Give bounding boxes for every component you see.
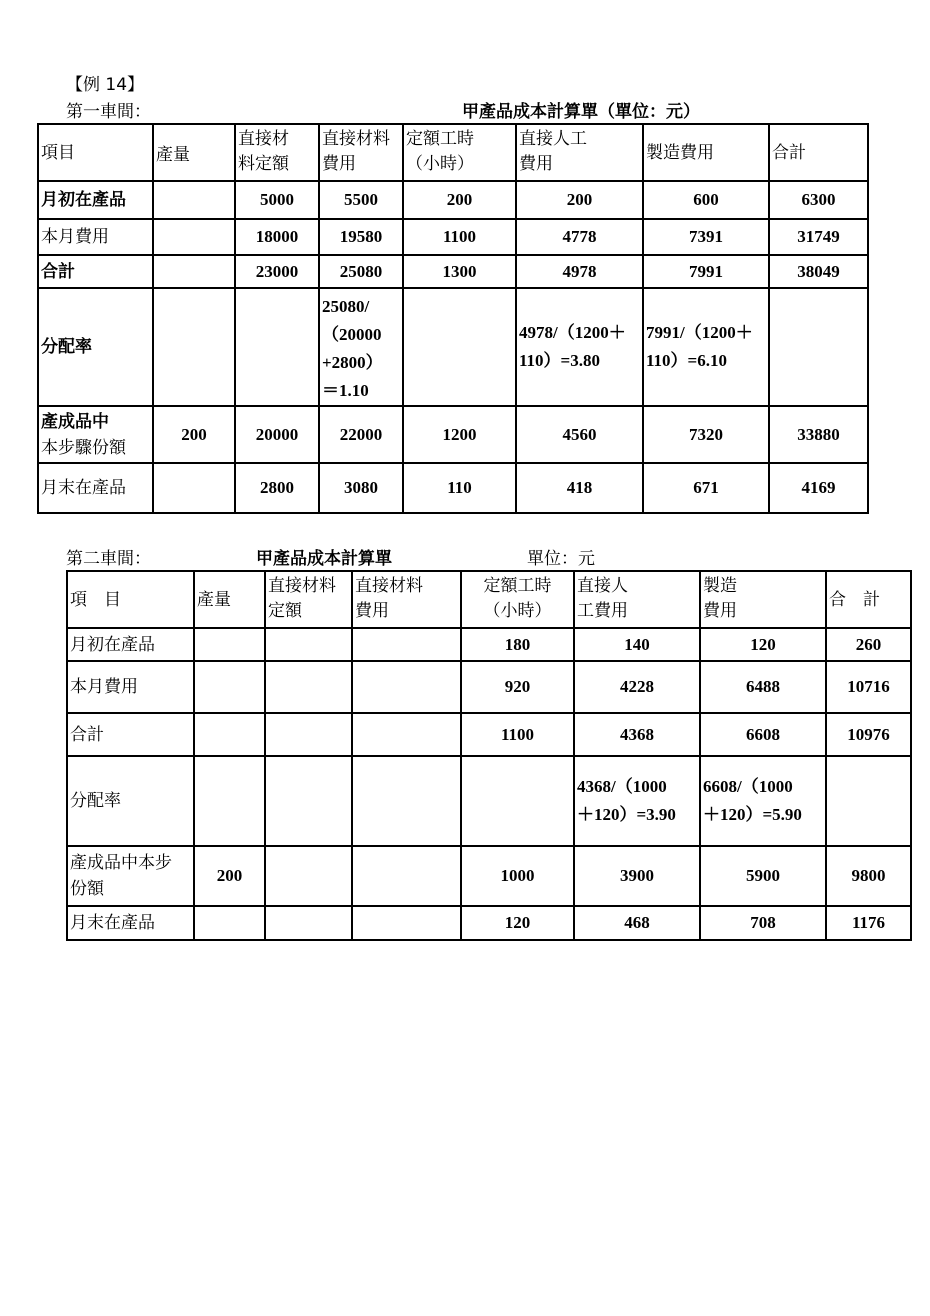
cell-material-quota bbox=[265, 756, 352, 846]
cell-qty bbox=[153, 255, 235, 288]
cell-qty bbox=[153, 219, 235, 255]
cell-total: 4169 bbox=[769, 463, 868, 513]
table-row bbox=[38, 219, 868, 255]
cell-direct-labor: 140 bbox=[574, 628, 700, 661]
cell-total: 33880 bbox=[769, 406, 868, 463]
row-label-month: 本月費用 bbox=[67, 661, 194, 713]
cell-material-quota bbox=[265, 846, 352, 906]
table2-header-row bbox=[67, 571, 911, 628]
cell-material-quota bbox=[265, 661, 352, 713]
table1-header-row bbox=[38, 124, 868, 181]
table1-title: 甲產品成本計算單（單位：元） bbox=[462, 102, 700, 122]
cell-total: 31749 bbox=[769, 219, 868, 255]
cell-direct-labor: 4978 bbox=[516, 255, 643, 288]
header-total: 合 計 bbox=[826, 571, 911, 628]
cell-overhead: 671 bbox=[643, 463, 769, 513]
cell-material-quota: 18000 bbox=[235, 219, 319, 255]
cell-total: 38049 bbox=[769, 255, 868, 288]
header-qty: 產量 bbox=[194, 571, 265, 628]
header-overhead: 製造費用 bbox=[643, 124, 769, 181]
cell-material-cost: 3080 bbox=[319, 463, 403, 513]
cell-qty: 200 bbox=[194, 846, 265, 906]
cell-quota-hours: 1200 bbox=[403, 406, 516, 463]
cell-qty bbox=[194, 713, 265, 756]
cell-material-cost bbox=[352, 906, 461, 940]
row-label-sum: 合計 bbox=[67, 713, 194, 756]
cell-material-cost: 22000 bbox=[319, 406, 403, 463]
row-label-sum: 合計 bbox=[38, 255, 153, 288]
cost-table-workshop-2 bbox=[66, 570, 912, 941]
cell-direct-labor: 4560 bbox=[516, 406, 643, 463]
cell-quota-hours: 110 bbox=[403, 463, 516, 513]
cost-table-workshop-1 bbox=[37, 123, 869, 514]
cell-material-cost bbox=[352, 628, 461, 661]
cell-labor-rate: 4368/（1000 ＋120）=3.90 bbox=[574, 756, 700, 846]
cell-quota-hours: 180 bbox=[461, 628, 574, 661]
cell-qty bbox=[153, 288, 235, 406]
cell-total: 10716 bbox=[826, 661, 911, 713]
workshop2-label: 第二車間： bbox=[66, 549, 151, 569]
cell-quota-hours bbox=[461, 756, 574, 846]
cell-quota-hours: 920 bbox=[461, 661, 574, 713]
cell-qty bbox=[153, 181, 235, 219]
cell-material-quota bbox=[265, 906, 352, 940]
cell-overhead: 7391 bbox=[643, 219, 769, 255]
header-material-quota: 直接材 料定額 bbox=[235, 124, 319, 181]
cell-labor-rate: 4978/（1200＋ 110）=3.80 bbox=[516, 288, 643, 406]
cell-overhead-rate: 6608/（1000 ＋120）=5.90 bbox=[700, 756, 826, 846]
table-row bbox=[67, 756, 911, 846]
table-row bbox=[38, 463, 868, 513]
cell-material-quota bbox=[265, 628, 352, 661]
table-row bbox=[67, 628, 911, 661]
cell-material-cost: 25080 bbox=[319, 255, 403, 288]
cell-quota-hours: 120 bbox=[461, 906, 574, 940]
row-label-finished: 產成品中本步 份額 bbox=[67, 846, 194, 906]
header-total: 合計 bbox=[769, 124, 868, 181]
cell-total bbox=[826, 756, 911, 846]
cell-material-quota: 23000 bbox=[235, 255, 319, 288]
cell-overhead: 7991 bbox=[643, 255, 769, 288]
cell-quota-hours: 1000 bbox=[461, 846, 574, 906]
cell-direct-labor: 4368 bbox=[574, 713, 700, 756]
cell-qty bbox=[153, 463, 235, 513]
cell-material-quota bbox=[265, 713, 352, 756]
header-material-quota: 直接材料 定額 bbox=[265, 571, 352, 628]
cell-total: 1176 bbox=[826, 906, 911, 940]
header-direct-labor: 直接人工 費用 bbox=[516, 124, 643, 181]
row-label-begin: 月初在產品 bbox=[67, 628, 194, 661]
cell-qty: 200 bbox=[153, 406, 235, 463]
header-item: 項目 bbox=[38, 124, 153, 181]
cell-material-cost bbox=[352, 756, 461, 846]
header-item: 項 目 bbox=[67, 571, 194, 628]
cell-quota-hours: 1100 bbox=[461, 713, 574, 756]
header-direct-labor: 直接人 工費用 bbox=[574, 571, 700, 628]
cell-material-quota: 2800 bbox=[235, 463, 319, 513]
header-material-cost: 直接材料 費用 bbox=[352, 571, 461, 628]
cell-quota-hours: 1300 bbox=[403, 255, 516, 288]
cell-overhead: 6488 bbox=[700, 661, 826, 713]
cell-material-cost bbox=[352, 661, 461, 713]
cell-overhead: 6608 bbox=[700, 713, 826, 756]
cell-quota-hours: 1100 bbox=[403, 219, 516, 255]
row-label-end: 月末在產品 bbox=[38, 463, 153, 513]
header-qty: 產量 bbox=[153, 124, 235, 181]
cell-total: 9800 bbox=[826, 846, 911, 906]
cell-material-cost bbox=[352, 846, 461, 906]
cell-overhead: 120 bbox=[700, 628, 826, 661]
table-row bbox=[38, 406, 868, 463]
cell-total: 6300 bbox=[769, 181, 868, 219]
table-row bbox=[67, 906, 911, 940]
row-label-rate: 分配率 bbox=[38, 288, 153, 406]
cell-material-quota: 20000 bbox=[235, 406, 319, 463]
cell-material-cost bbox=[352, 713, 461, 756]
cell-overhead-rate: 7991/（1200＋ 110）=6.10 bbox=[643, 288, 769, 406]
cell-material-cost: 19580 bbox=[319, 219, 403, 255]
cell-overhead: 708 bbox=[700, 906, 826, 940]
cell-qty bbox=[194, 906, 265, 940]
header-material-cost: 直接材料 費用 bbox=[319, 124, 403, 181]
workshop1-label: 第一車間： bbox=[66, 102, 151, 122]
table2-title: 甲產品成本計算單 bbox=[256, 549, 392, 569]
table-row bbox=[38, 288, 868, 406]
header-quota-hours: 定額工時 （小時） bbox=[461, 571, 574, 628]
table-row bbox=[38, 255, 868, 288]
cell-direct-labor: 4228 bbox=[574, 661, 700, 713]
row-label-rate: 分配率 bbox=[67, 756, 194, 846]
table-row bbox=[67, 713, 911, 756]
cell-direct-labor: 418 bbox=[516, 463, 643, 513]
header-overhead: 製造 費用 bbox=[700, 571, 826, 628]
cell-total: 10976 bbox=[826, 713, 911, 756]
cell-overhead: 600 bbox=[643, 181, 769, 219]
table-row bbox=[67, 846, 911, 906]
row-label-begin: 月初在產品 bbox=[38, 181, 153, 219]
cell-material-cost: 5500 bbox=[319, 181, 403, 219]
cell-direct-labor: 468 bbox=[574, 906, 700, 940]
cell-qty bbox=[194, 756, 265, 846]
cell-material-quota bbox=[235, 288, 319, 406]
row-label-finished: 產成品中 本步驟份額 bbox=[38, 406, 153, 463]
cell-overhead: 5900 bbox=[700, 846, 826, 906]
cell-total: 260 bbox=[826, 628, 911, 661]
cell-qty bbox=[194, 661, 265, 713]
header-quota-hours: 定額工時 （小時） bbox=[403, 124, 516, 181]
cell-qty bbox=[194, 628, 265, 661]
row-label-month: 本月費用 bbox=[38, 219, 153, 255]
table2-unit: 單位：元 bbox=[527, 549, 595, 569]
cell-direct-labor: 200 bbox=[516, 181, 643, 219]
table-row bbox=[67, 661, 911, 713]
cell-direct-labor: 4778 bbox=[516, 219, 643, 255]
row-label-end: 月末在產品 bbox=[67, 906, 194, 940]
cell-total bbox=[769, 288, 868, 406]
cell-material-rate: 25080/ （20000 +2800） ＝1.10 bbox=[319, 288, 403, 406]
cell-quota-hours: 200 bbox=[403, 181, 516, 219]
cell-material-quota: 5000 bbox=[235, 181, 319, 219]
table-row bbox=[38, 181, 868, 219]
cell-direct-labor: 3900 bbox=[574, 846, 700, 906]
example-label: 【例 14】 bbox=[66, 75, 145, 95]
cell-overhead: 7320 bbox=[643, 406, 769, 463]
cell-quota-hours bbox=[403, 288, 516, 406]
